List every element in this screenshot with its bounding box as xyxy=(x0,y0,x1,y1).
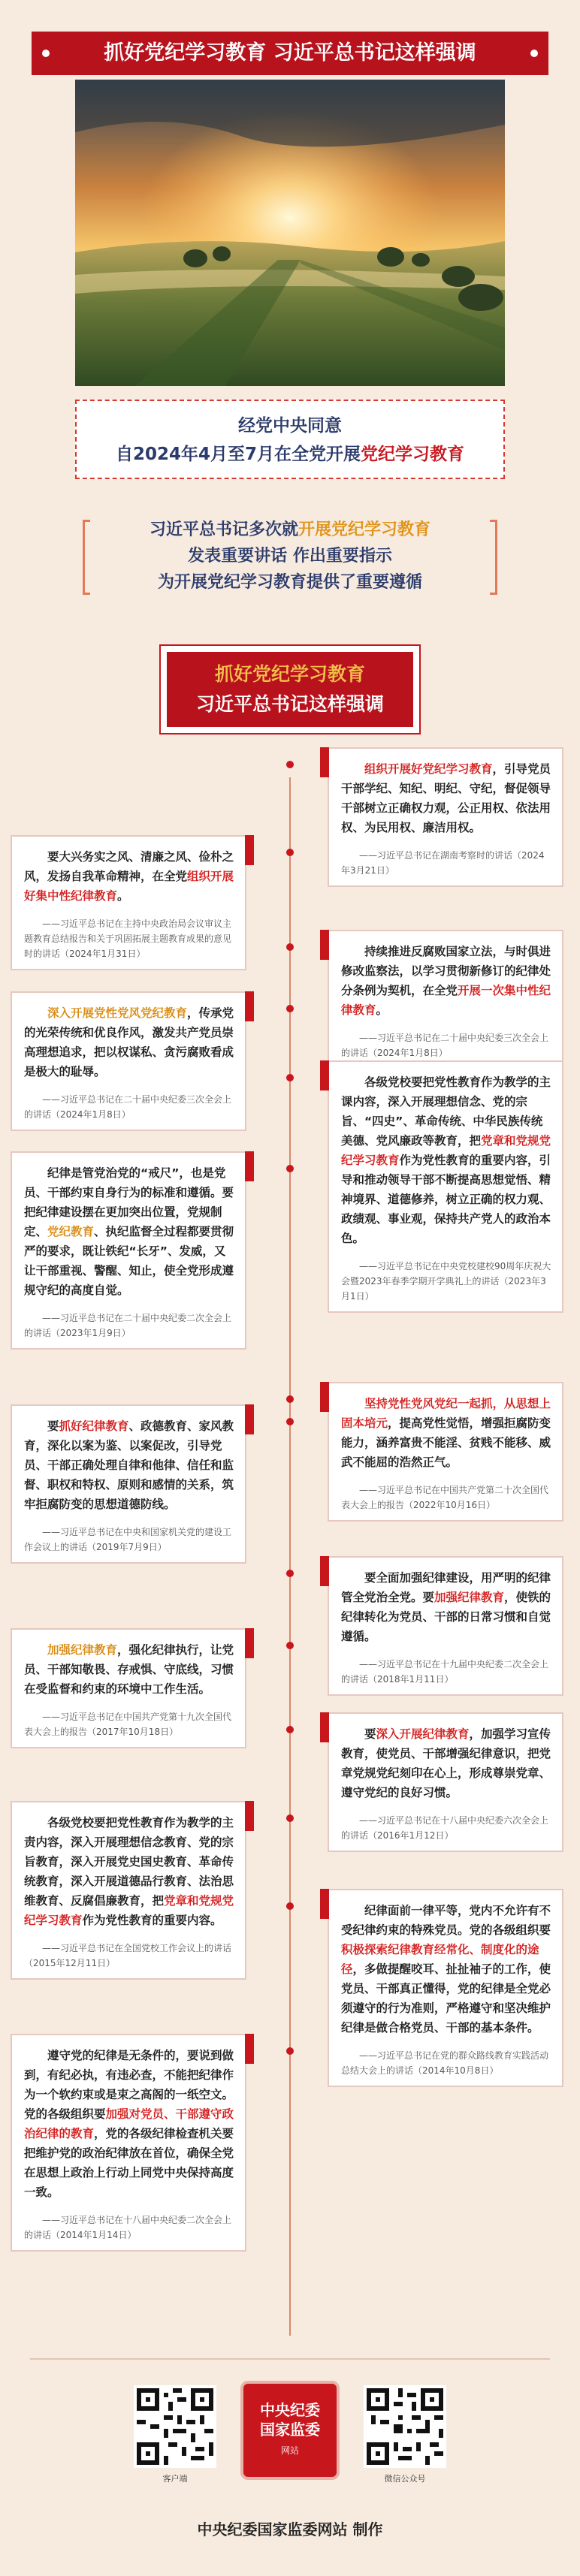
quote-text xyxy=(24,1416,234,1514)
quote-text-pre: 遵守党的纪律是无条件的，要说到做到，有纪必执，有违必查，不能把纪律作为一个软约束或是束之高阁的一纸空文。党的各级组织要 xyxy=(24,2049,234,2121)
footer-divider xyxy=(30,2358,550,2360)
quote-highlight: 组织开展好集中性纪律教育 xyxy=(24,870,234,903)
timeline-dot xyxy=(286,849,294,856)
section-title-line-2: 习近平总书记这样强调 xyxy=(195,693,384,715)
quote-text-post: 、政德教育、家风教育，深化以案为鉴、以案促改，引导党员、干部正确处理自律和他律、信任和监督、职权和特权、原则和感情的关系，筑牢拒腐防变的思想道德防线。 xyxy=(24,1419,234,1511)
pin-dot-left xyxy=(42,50,50,57)
quote-text xyxy=(24,1003,234,1081)
timeline-dot xyxy=(286,1418,294,1425)
quote-text-post: ，传承党的光荣传统和优良作风，激发共产党员崇高理想追求，把以权谋私、贪污腐败看成是极大的耻辱。 xyxy=(24,1006,234,1078)
intro-line-2: 发表重要讲话 作出重要指示 xyxy=(188,547,392,566)
quote-text xyxy=(24,2046,234,2202)
logo-line-1: 中央纪委 xyxy=(260,2401,320,2419)
timeline-dot xyxy=(286,1726,294,1733)
card-tab xyxy=(245,1151,254,1181)
quote-text xyxy=(341,1072,551,1248)
quote-text xyxy=(341,1568,551,1646)
timeline-dot xyxy=(286,1902,294,1910)
logo-line-2: 国家监委 xyxy=(260,2421,320,2439)
notice-box xyxy=(75,400,505,479)
quote-card-r4 xyxy=(328,1382,563,1522)
quote-source: ——习近平总书记在二十届中央纪委三次全会上的讲话（2024年1月8日） xyxy=(24,1094,232,1120)
quote-highlight: 深入开展党性党风党纪教育 xyxy=(47,1006,188,1020)
quote-source: ——习近平总书记在十八届中央纪委六次全会上的讲话（2016年1月12日） xyxy=(341,1815,549,1841)
card-tab xyxy=(320,1556,329,1586)
quote-text-pre: 要 xyxy=(364,1727,376,1741)
quote-text-pre: 持续推进反腐败国家立法，与时俱进修改监察法，以学习贯彻新修订的纪律处分条例为契机，在全党 xyxy=(341,945,551,997)
timeline-dot xyxy=(286,1165,294,1172)
timeline-dot xyxy=(286,1642,294,1649)
qr-code-client[interactable] xyxy=(134,2385,216,2468)
quote-text-post: ，强化纪律执行，让党员、干部知敬畏、存戒惧、守底线，习惯在受监督和约束的环境中工作生活。 xyxy=(24,1643,234,1696)
quote-text-pre: 要 xyxy=(47,1419,59,1433)
quote-text-post: ，使铁的纪律转化为党员、干部的日常习惯和自觉遵循。 xyxy=(341,1591,551,1643)
quote-card-r5 xyxy=(328,1556,563,1696)
quote-card-l7 xyxy=(11,2034,246,2252)
quote-text-pre: 各级党校要把党性教育作为教学的主课内容，深入开展理想信念、党的宗旨、“四史”、革命传统、中华民族传统美德、党风廉政等教育，把 xyxy=(341,1075,551,1148)
quote-text xyxy=(24,1640,234,1699)
timeline-dot xyxy=(286,761,294,768)
quote-text-pre: 纪律面前一律平等，党内不允许有不受纪律约束的特殊党员。党的各级组织要 xyxy=(341,1904,551,1937)
timeline-dot xyxy=(286,1395,294,1403)
card-tab xyxy=(320,1889,329,1919)
quote-card-l4 xyxy=(11,1404,246,1564)
quote-source: ——习近平总书记在十八届中央纪委二次全会上的讲话（2014年1月14日） xyxy=(24,2215,232,2240)
quote-card-l2 xyxy=(11,991,246,1131)
card-tab xyxy=(245,991,254,1021)
quote-source: ——习近平总书记在党的群众路线教育实践活动总结大会上的讲话（2014年10月8日） xyxy=(341,2050,549,2076)
intro-bracket-right xyxy=(490,520,497,595)
quote-card-l6 xyxy=(11,1801,246,1980)
quote-source: ——习近平总书记在中央党校建校90周年庆祝大会暨2023年春季学期开学典礼上的讲话（2023年3月1日） xyxy=(341,1261,551,1302)
quote-card-r1 xyxy=(328,747,563,887)
quote-text-pre: 各级党校要把党性教育作为教学的主责内容，深入开展理想信念教育、党的宗旨教育，深入开展党史国史教育、革命传统教育，深入开展道德品行教育、法治思维教育、反腐倡廉教育，把 xyxy=(24,1816,234,1908)
quote-text-post: 作为党性教育的重要内容。 xyxy=(82,1914,222,1927)
quote-text-post: 。 xyxy=(376,1003,388,1017)
quote-card-r3 xyxy=(328,1060,563,1313)
intro-line-1-text: 习近平总书记多次就 xyxy=(149,520,298,539)
quote-highlight: 加强纪律教育 xyxy=(47,1643,118,1657)
quote-card-l3 xyxy=(11,1151,246,1350)
card-tab xyxy=(320,747,329,777)
card-tab xyxy=(245,1404,254,1434)
quote-highlight: 积极探索纪律教育经常化、制度化的途径 xyxy=(341,1943,539,1976)
qr-caption-client: 客户端 xyxy=(162,2474,188,2484)
card-tab xyxy=(245,835,254,865)
section-title xyxy=(167,652,413,727)
quote-card-r7 xyxy=(328,1889,563,2087)
quote-text xyxy=(341,759,551,837)
notice-highlight: 党纪学习教育 xyxy=(361,445,465,464)
qr-code-wechat[interactable] xyxy=(364,2385,446,2468)
quote-highlight: 加强对党员、干部遵守政治纪律的教育 xyxy=(24,2107,234,2140)
quote-source: ——习近平总书记在二十届中央纪委二次全会上的讲话（2023年1月9日） xyxy=(24,1313,232,1338)
intro-highlight: 开展党纪学习教育 xyxy=(298,520,431,539)
quote-highlight: 开展一次集中性纪律教育 xyxy=(341,984,551,1017)
timeline-dot xyxy=(286,2047,294,2055)
quote-text-post: 。 xyxy=(117,889,129,903)
quote-text-post: 作为党性教育的重要内容，引导和推动领导干部不断提高思想觉悟、精神境界、道德修养，树立正确的权力观、政绩观、事业观，保持共产党人的政治本色。 xyxy=(341,1154,551,1245)
timeline-dot xyxy=(286,1074,294,1081)
card-tab xyxy=(320,1382,329,1412)
section-title-line-1: 抓好党纪学习教育 xyxy=(214,663,365,685)
quote-source: ——习近平总书记在湖南考察时的讲话（2024年3月21日） xyxy=(341,850,545,876)
header-banner xyxy=(32,32,548,75)
quote-text xyxy=(24,1813,234,1930)
notice-line-2 xyxy=(77,440,503,469)
quote-source: ——习近平总书记在主持中央政治局会议审议主题教育总结报告和关于巩固拓展主题教育成果的意见时的讲话（2024年1月31日） xyxy=(24,918,232,959)
card-tab xyxy=(245,1801,254,1831)
quote-highlight: 抓好纪律教育 xyxy=(59,1419,129,1433)
quote-highlight: 组织开展好党纪学习教育 xyxy=(364,762,493,776)
timeline-dot xyxy=(286,943,294,951)
quote-card-l1 xyxy=(11,835,246,970)
quote-text xyxy=(341,1901,551,2038)
intro-bracket-left xyxy=(83,520,90,595)
quote-text-post: ，引导党员干部学纪、知纪、明纪、守纪，督促领导干部树立正确权力观，公正用权、依法用权、为民用权、廉洁用权。 xyxy=(341,762,551,834)
quote-text xyxy=(24,1163,234,1300)
quote-text-pre: 纪律是管党治党的“戒尺”，也是党员、干部约束自身行为的标准和遵循。要把纪律建设摆在更加突出位置，党规制定、 xyxy=(24,1166,234,1238)
quote-text-post: ，多做提醒咬耳、扯扯袖子的工作，使党员、干部真正懂得，党的纪律是全党必须遵守的行为准则，严格遵守和坚决维护纪律是做合格党员、干部的基本条件。 xyxy=(341,1962,551,2035)
logo-line-3: 网站 xyxy=(280,2445,299,2456)
quote-text-post: ，党的各级纪律检查机关要把维护党的政治纪律放在首位，确保全党在思想上政治上行动上同党中央保持高度一致。 xyxy=(24,2127,234,2199)
intro-line-1 xyxy=(113,517,467,543)
notice-line-2-text: 自2024年4月至7月在全党开展 xyxy=(115,445,361,464)
timeline-dot xyxy=(286,1814,294,1822)
card-tab xyxy=(320,1712,329,1742)
qr-caption-wechat: 微信公众号 xyxy=(384,2474,426,2484)
quote-card-r2 xyxy=(328,930,563,1069)
quote-text-post: 、执纪监督全过程都要贯彻严的要求，既让铁纪“长牙”、发威，又让干部重视、警醒、知止，使全党形成遵规守纪的高度自觉。 xyxy=(24,1225,234,1297)
quote-source: ——习近平总书记在十九届中央纪委二次全会上的讲话（2018年1月11日） xyxy=(341,1659,549,1685)
quote-text xyxy=(341,1724,551,1802)
quote-source: ——习近平总书记在中国共产党第二十次全国代表大会上的报告（2022年10月16日） xyxy=(341,1485,549,1510)
card-tab xyxy=(245,2034,254,2064)
quote-highlight: 党章和党规党纪学习教育 xyxy=(341,1134,551,1167)
quote-highlight: 深入开展纪律教育 xyxy=(376,1727,470,1741)
card-tab xyxy=(320,930,329,960)
quote-text-post: ，加强学习宣传教育，使党员、干部增强纪律意识，把党章党规党纪刻印在心上，形成尊崇党章、遵守党纪的良好习惯。 xyxy=(341,1727,551,1799)
quote-highlight: 加强纪律教育 xyxy=(434,1591,505,1604)
quote-source: ——习近平总书记在中央和国家机关党的建设工作会议上的讲话（2019年7月9日） xyxy=(24,1527,232,1552)
quote-source: ——习近平总书记在二十届中央纪委三次全会上的讲话（2024年1月8日） xyxy=(341,1033,549,1058)
quote-card-l5 xyxy=(11,1628,246,1748)
pin-dot-right xyxy=(530,50,538,57)
card-tab xyxy=(245,1628,254,1658)
quote-highlight: 党章和党规党纪学习教育 xyxy=(24,1894,234,1927)
timeline-dot xyxy=(286,1005,294,1012)
hero-image xyxy=(75,80,505,386)
quote-text xyxy=(341,942,551,1020)
card-tab xyxy=(320,1060,329,1090)
intro-line-3: 为开展党纪学习教育提供了重要遵循 xyxy=(157,573,422,592)
quote-highlight: 坚持党性党风党纪一起抓，从思想上固本培元 xyxy=(341,1397,551,1430)
quote-highlight: 党纪教育 xyxy=(47,1225,95,1238)
ccdi-logo xyxy=(240,2381,340,2480)
quote-card-r6 xyxy=(328,1712,563,1852)
footer-credit: 中央纪委国家监委网站 制作 xyxy=(197,2520,383,2538)
quote-text-pre: 要全面加强纪律建设，用严明的纪律管全党治全党。要 xyxy=(341,1571,551,1604)
quote-text xyxy=(24,847,234,906)
quote-text-pre: 要大兴务实之风、清廉之风、俭朴之风，发扬自我革命精神，在全党 xyxy=(24,850,234,883)
quote-source: ——习近平总书记在全国党校工作会议上的讲话（2015年12月11日） xyxy=(24,1943,232,1968)
timeline-dot xyxy=(286,1570,294,1577)
notice-line-1: 经党中央同意 xyxy=(238,416,342,436)
quote-text-post: ，提高党性觉悟，增强拒腐防变能力，涵养富贵不能淫、贫贱不能移、威武不能屈的浩然正气。 xyxy=(341,1416,551,1469)
quote-source: ——习近平总书记在中国共产党第十九次全国代表大会上的报告（2017年10月18日） xyxy=(24,1712,232,1737)
quote-text xyxy=(341,1394,551,1472)
page-title: 抓好党纪学习教育 习近平总书记这样强调 xyxy=(104,41,476,65)
